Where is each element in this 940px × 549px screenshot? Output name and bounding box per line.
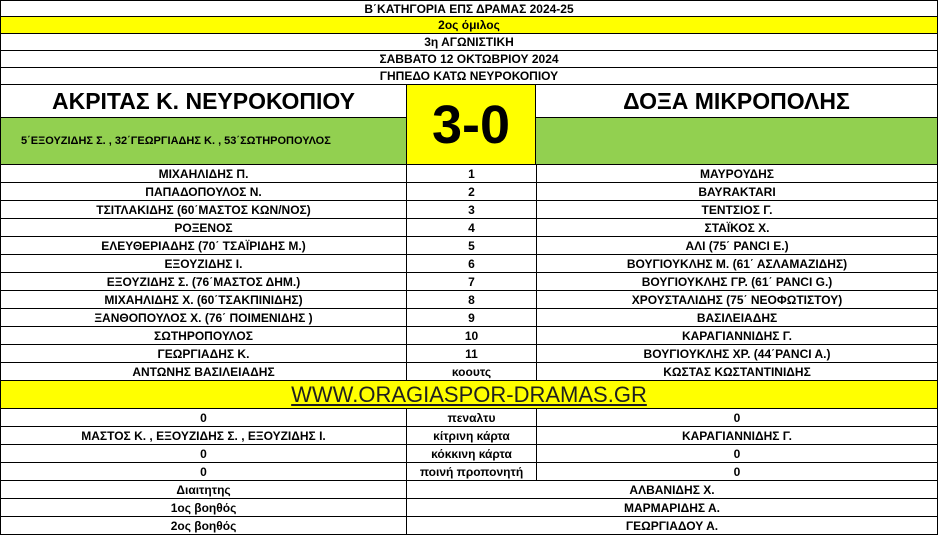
shirt-number: 11 — [407, 345, 537, 362]
match-date: ΣΑΒΒΑΤΟ 12 ΟΚΤΩΒΡΙΟΥ 2024 — [379, 52, 559, 66]
shirt-number: 6 — [407, 255, 537, 272]
lineups-table — [0, 165, 938, 381]
home-penalties: 0 — [1, 409, 407, 426]
venue-row — [0, 68, 938, 85]
stats-row-red — [0, 445, 938, 463]
home-player: ΠΑΠΑΔΟΠΟΥΛΟΣ Ν. — [1, 183, 407, 200]
away-scorers — [536, 118, 937, 164]
lineup-row — [0, 309, 938, 327]
stats-row-penalty — [0, 409, 938, 427]
away-coach: ΚΩΣΤΑΣ ΚΩΣΤΑΝΤΙΝΙΔΗΣ — [663, 364, 811, 379]
official-name: ΜΑΡΜΑΡΙΔΗΣ Α. — [623, 500, 721, 515]
home-coach: ΑΝΤΩΝΗΣ ΒΑΣΙΛΕΙΑΔΗΣ — [1, 363, 407, 380]
official-row — [0, 481, 938, 499]
away-player: ΣΤΑΪΚΟΣ Χ. — [704, 220, 770, 235]
lineup-row — [0, 183, 938, 201]
away-player: ΒΟΥΓΙΟΥΚΛΗΣ Μ. (61΄ ΑΣΛΑΜΑΖΙΔΗΣ) — [626, 256, 848, 271]
group-row — [0, 17, 938, 34]
official-role: Διαιτητης — [1, 481, 407, 498]
shirt-number: 7 — [407, 273, 537, 290]
official-role: 1ος βοηθός — [1, 499, 407, 516]
matchday-label: 3η ΑΓΩΝΙΣΤΙΚΗ — [424, 35, 514, 49]
lineup-row — [0, 291, 938, 309]
lineup-row — [0, 345, 938, 363]
away-player: ΚΑΡΑΓΙΑΝΝΙΔΗΣ Γ. — [681, 328, 793, 343]
official-role: 2ος βοηθός — [1, 517, 407, 534]
home-player: ΕΞΟΥΖΙΔΗΣ Σ. (76΄ΜΑΣΤΟΣ ΔΗΜ.) — [1, 273, 407, 290]
lineup-row — [0, 201, 938, 219]
home-yellow-cards: ΜΑΣΤΟΣ Κ. , ΕΞΟΥΖΙΔΗΣ Σ. , ΕΞΟΥΖΙΔΗΣ Ι. — [1, 427, 407, 444]
stats-row-yellow — [0, 427, 938, 445]
away-player: ΒΟΥΓΙΟΥΚΛΗΣ ΓΡ. (61΄ PANCI G.) — [641, 274, 833, 289]
official-row — [0, 499, 938, 517]
away-player: BAYRAKTARI — [698, 184, 776, 199]
coach-row — [0, 363, 938, 381]
away-player: ΑΛΙ (75΄ PANCI E.) — [685, 238, 789, 253]
away-penalties: 0 — [733, 410, 741, 425]
stats-row-coach-penalty — [0, 463, 938, 481]
matchday-row — [0, 34, 938, 51]
website-link[interactable]: WWW.ORAGIASPOR-DRAMAS.GR — [291, 381, 647, 407]
lineup-row — [0, 327, 938, 345]
shirt-number: 10 — [407, 327, 537, 344]
away-yellow-cards: ΚΑΡΑΓΙΑΝΝΙΔΗΣ Γ. — [681, 428, 793, 443]
home-scorers: 5΄ΕΞΟΥΖΙΔΗΣ Σ. , 32΄ΓΕΩΡΓΙΑΔΗΣ Κ. , 53΄ΣΩΤΗΡΟΠΟΥΛΟΣ — [1, 118, 406, 164]
official-name: ΓΕΩΡΓΙΑΔΟΥ Α. — [625, 518, 719, 533]
home-player: ΕΛΕΥΘΕΡΙΑΔΗΣ (70΄ ΤΣΑΪΡΙΔΗΣ Μ.) — [1, 237, 407, 254]
away-team-name: ΔΟΞΑ ΜΙΚΡΟΠΟΛΗΣ — [536, 85, 937, 118]
league-title: Β΄ΚΑΤΗΓΟΡΙΑ ΕΠΣ ΔΡΑΜΑΣ 2024-25 — [364, 1, 574, 16]
lineup-row — [0, 255, 938, 273]
home-player: ΜΙΧΑΗΛΙΔΗΣ Π. — [1, 165, 407, 182]
league-row — [0, 0, 938, 17]
shirt-number: 3 — [407, 201, 537, 218]
lineup-row — [0, 219, 938, 237]
away-player: ΒΑΣΙΛΕΙΑΔΗΣ — [696, 310, 778, 325]
shirt-number: 2 — [407, 183, 537, 200]
home-player: ΜΙΧΑΗΛΙΔΗΣ Χ. (60΄ΤΣΑΚΠΙΝΙΔΗΣ) — [1, 291, 407, 308]
lineup-row — [0, 237, 938, 255]
shirt-number: 5 — [407, 237, 537, 254]
official-row — [0, 517, 938, 535]
penalty-label: πεναλτυ — [407, 409, 537, 426]
teams-block — [0, 85, 938, 165]
away-player: ΒΟΥΓΙΟΥΚΛΗΣ ΧΡ. (44΄PANCI A.) — [643, 346, 831, 361]
shirt-number: 4 — [407, 219, 537, 236]
official-name: ΑΛΒΑΝΙΔΗΣ Χ. — [629, 482, 715, 497]
date-row — [0, 51, 938, 68]
yellow-card-label: κίτρινη κάρτα — [407, 427, 537, 444]
home-player: ΡΟΞΕΝΟΣ — [1, 219, 407, 236]
home-player: ΕΞΟΥΖΙΔΗΣ Ι. — [1, 255, 407, 272]
shirt-number: 8 — [407, 291, 537, 308]
home-coach-penalty: 0 — [1, 463, 407, 480]
red-card-label: κόκκινη κάρτα — [407, 445, 537, 462]
coach-label: κοουτς — [407, 363, 537, 380]
home-player: ΞΑΝΘΟΠΟΥΛΟΣ Χ. (76΄ ΠΟΙΜΕΝΙΔΗΣ ) — [1, 309, 407, 326]
home-player: ΓΕΩΡΓΙΑΔΗΣ Κ. — [1, 345, 407, 362]
away-player: ΧΡΟΥΣΤΑΛΙΔΗΣ (75΄ ΝΕΟΦΩΤΙΣΤΟΥ) — [631, 292, 843, 307]
stats-table — [0, 409, 938, 481]
home-player: ΤΣΙΤΛΑΚΙΔΗΣ (60΄ΜΑΣΤΟΣ ΚΩΝ/ΝΟΣ) — [1, 201, 407, 218]
lineup-row — [0, 273, 938, 291]
shirt-number: 9 — [407, 309, 537, 326]
venue-label: ΓΗΠΕΔΟ ΚΑΤΩ ΝΕΥΡΟΚΟΠΙΟΥ — [379, 69, 559, 83]
away-player: ΤΕΝΤΣΙΟΣ Γ. — [701, 202, 773, 217]
website-banner — [0, 381, 938, 409]
home-team-column — [1, 85, 406, 164]
coach-penalty-label: ποινή προπονητή — [407, 463, 537, 480]
final-score: 3-0 — [406, 85, 536, 164]
officials-table — [0, 481, 938, 535]
lineup-row — [0, 165, 938, 183]
away-coach-penalty: 0 — [733, 464, 741, 479]
website-link-cell — [1, 381, 937, 408]
away-player: ΜΑΥΡΟΥΔΗΣ — [700, 166, 774, 181]
away-red-cards: 0 — [733, 446, 741, 461]
home-player: ΣΩΤΗΡΟΠΟΥΛΟΣ — [1, 327, 407, 344]
home-team-name: ΑΚΡΙΤΑΣ Κ. ΝΕΥΡΟΚΟΠΙΟΥ — [1, 85, 406, 118]
shirt-number: 1 — [407, 165, 537, 182]
away-team-column — [536, 85, 937, 164]
home-red-cards: 0 — [1, 445, 407, 462]
group-label: 2ος όμιλος — [438, 18, 500, 32]
